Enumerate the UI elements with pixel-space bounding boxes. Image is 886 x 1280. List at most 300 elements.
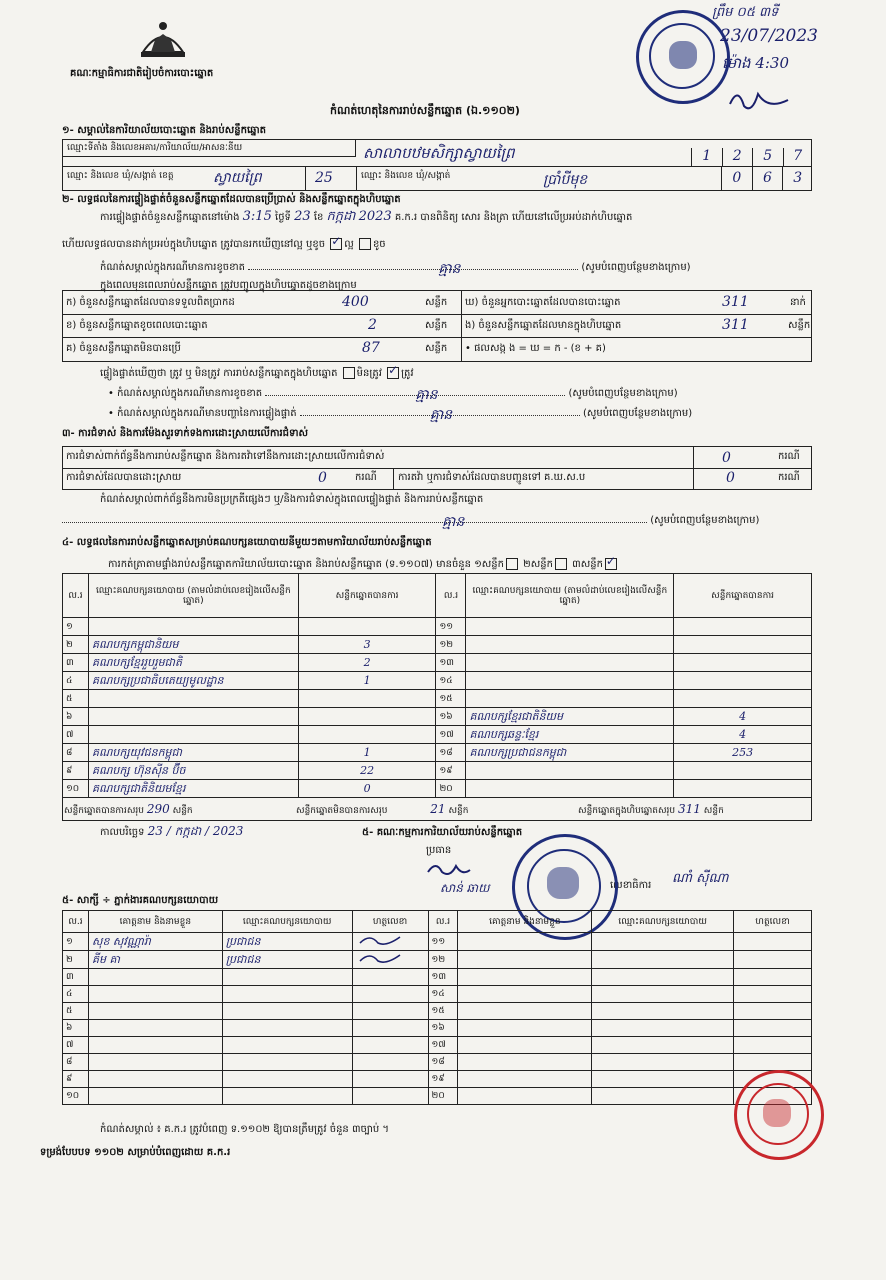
digit: 5 — [753, 148, 784, 166]
col-votes: សន្លឹកឆ្នោតបានការ — [298, 574, 436, 618]
table-row — [63, 1088, 812, 1105]
witness-name — [458, 969, 592, 986]
row-number: ២ — [63, 636, 89, 654]
s1-row1-value: សាលាបឋមសិក្សាស្វាយព្រៃ — [363, 144, 515, 162]
ok-checkbox[interactable] — [387, 367, 399, 379]
row-number: ៩ — [63, 1071, 89, 1088]
row-number: ១ — [63, 618, 89, 636]
row-number: ១៦ — [436, 708, 466, 726]
witness-name — [88, 969, 222, 986]
ok-label: ត្រូវ — [401, 368, 414, 379]
opt2-label: ២សន្លឹក — [523, 559, 553, 570]
total-valid-label: សន្លឹកឆ្នោតបានការសរុប — [64, 806, 144, 816]
row-number: ១២ — [436, 636, 466, 654]
s2-bullet1-label: • កំណត់សម្គាល់ក្នុងករណីមានការខូចខាត — [108, 388, 263, 399]
party-name — [466, 618, 674, 636]
col-party: ឈ្មោះគណបក្សនយោបាយ (តាមលំដាប់លេខរៀងលើសន្លឹកឆ្នោត) — [466, 574, 674, 618]
vote-count: 3 — [298, 636, 436, 654]
row-number: ១៩ — [428, 1071, 458, 1088]
row-number: ២០ — [428, 1088, 458, 1105]
table-row — [63, 933, 812, 951]
row-number: ៣ — [63, 969, 89, 986]
s2-bullet1-field — [265, 387, 565, 403]
party-name: គណបក្សខ្មែរជាតិនិយម — [466, 708, 674, 726]
party-name: គណបក្សយុវជនកម្ពុជា — [88, 744, 298, 762]
party-name: គណបក្សឆន្ទៈខ្មែរ — [466, 726, 674, 744]
witness-name — [88, 1054, 222, 1071]
witness-party — [592, 1054, 734, 1071]
date-label: កាលបរិច្ឆេទ — [100, 827, 145, 838]
witness-name — [88, 1088, 222, 1105]
table-row — [63, 636, 812, 654]
s3-r2-value: 0 — [318, 470, 327, 486]
vote-count: 2 — [298, 654, 436, 672]
witness-party — [222, 1088, 352, 1105]
party-name — [88, 690, 298, 708]
party-name — [466, 636, 674, 654]
witness-name — [458, 933, 592, 951]
witness-signature — [734, 1037, 812, 1054]
party-name — [466, 762, 674, 780]
witness-name — [458, 1003, 592, 1020]
witness-party — [592, 969, 734, 986]
row-number: ១១ — [428, 933, 458, 951]
table-row — [63, 1003, 812, 1020]
s2-bullet2-tail: (សូមបំពេញបន្ថែមខាងក្រោម) — [583, 408, 693, 419]
witness-signature — [734, 1003, 812, 1020]
s4-header-row — [63, 574, 812, 618]
witness-name — [458, 1037, 592, 1054]
s1-row2-label2: ឈ្មោះ និងលេខ ឃុំ/សង្កាត់ — [361, 171, 451, 181]
s2-month-label: ខែ — [313, 212, 324, 223]
good-checkbox[interactable] — [330, 238, 342, 250]
row-number: ២០ — [436, 780, 466, 798]
s5-witness-table — [62, 910, 812, 1105]
row-number: ២ — [63, 951, 89, 969]
vote-count: 0 — [298, 780, 436, 798]
s2-bullet2 — [108, 407, 808, 423]
s2-check-text: ផ្ទៀងផ្ទាត់ឃើញថា ត្រូវ ឬ មិនត្រូវ ការរាប់សន្លឹកឆ្នោតក្នុងហិបឆ្នោត — [100, 368, 338, 379]
witness-name: សុខ សុវណ្ណារ៉ា — [88, 933, 222, 951]
s3-note: កំណត់សម្គាល់ពាក់ព័ន្ធនឹងការមិនប្រក្រតីផ្សេងៗ ឬ/និងការជំទាស់ក្នុងពេលផ្ទៀងផ្ទាត់ និងការរាប់សន្លឹកឆ្នោត — [100, 494, 484, 505]
witness-party — [592, 1037, 734, 1054]
s2-line2 — [62, 238, 386, 251]
s2-note1 — [100, 261, 810, 277]
good-label: ល្អ — [344, 239, 354, 250]
total-valid-value: 290 — [146, 802, 170, 816]
col-name: គោត្តនាម និងនាមខ្លួន — [88, 911, 222, 933]
digit: 2 — [723, 148, 754, 166]
vote-count — [298, 618, 436, 636]
total-invalid-label: សន្លឹកឆ្នោតមិនបានការសរុប — [296, 806, 388, 816]
table-row — [63, 969, 812, 986]
s2-row-d-label: ឃ) ចំនួនអ្នកបោះឆ្នោតដែលបានបោះឆ្នោត — [465, 297, 621, 308]
chair-name: សាន់ ឆាយ — [440, 881, 490, 895]
s3-r2-unit2: ករណី — [778, 472, 800, 483]
witness-party — [592, 951, 734, 969]
opt3-checkbox[interactable] — [605, 558, 617, 570]
vote-count — [674, 690, 812, 708]
s3-note-value: គ្មាន — [442, 514, 465, 530]
s2-row-b-label: ខ) ចំនួនសន្លឹកឆ្នោតខូចពេលបោះឆ្នោត — [66, 320, 208, 331]
total-valid-unit: សន្លឹក — [172, 806, 193, 816]
witness-party — [222, 986, 352, 1003]
s2-note1-label: កំណត់សម្គាល់ក្នុងករណីមានការខូចខាត — [100, 262, 246, 273]
s4-total-valid — [64, 803, 193, 817]
s2-month: កក្កដា — [326, 209, 356, 224]
vote-count: 22 — [298, 762, 436, 780]
s5-footer2: ទម្រង់បែបបទ ១១០២ សម្រាប់បំពេញដោយ គ.ក.រ — [40, 1147, 231, 1158]
row-number: ១០ — [63, 780, 89, 798]
s2-row-c-unit: សន្លឹក — [425, 343, 448, 354]
total-invalid-value: 21 — [430, 802, 446, 816]
witness-signature — [734, 986, 812, 1003]
vote-count — [674, 636, 812, 654]
table-row — [63, 618, 812, 636]
secretary-name: ណាំ ស៊ីណា — [672, 871, 729, 886]
party-name — [466, 690, 674, 708]
witness-party — [592, 1020, 734, 1037]
s3-r2-value2: 0 — [726, 470, 735, 486]
s3-r1-unit: ករណី — [778, 451, 800, 462]
witness-signature — [734, 951, 812, 969]
row-number: ៩ — [63, 762, 89, 780]
row-number: ១៤ — [436, 672, 466, 690]
witness-party — [222, 969, 352, 986]
bad-checkbox[interactable] — [359, 238, 371, 250]
row-number: ១២ — [428, 951, 458, 969]
witness-name — [458, 986, 592, 1003]
witness-name — [88, 986, 222, 1003]
row-number: ៥ — [63, 690, 89, 708]
party-name — [466, 780, 674, 798]
row-number: ១៣ — [436, 654, 466, 672]
witness-signature — [352, 1071, 428, 1088]
table-row — [63, 690, 812, 708]
vote-count — [298, 708, 436, 726]
s4-total-invalid — [296, 803, 468, 817]
s2-year: 2023 — [358, 209, 392, 224]
table-row — [63, 744, 812, 762]
party-name: គណបក្ស ហ៊ុនស៊ីន ប៊ីច — [88, 762, 298, 780]
witness-signature — [352, 933, 428, 951]
handwritten-date: 23/07/2023 — [720, 26, 818, 46]
row-number: ១៣ — [428, 969, 458, 986]
witness-name — [88, 1071, 222, 1088]
s2-line1 — [100, 211, 632, 224]
witness-signature — [352, 951, 428, 969]
witness-party — [592, 1071, 734, 1088]
party-name: គណបក្សកម្ពុជានិយម — [88, 636, 298, 654]
s2-formula: • ផលសង្ក ង = ឃ = ក - (ខ + គ) — [465, 343, 606, 354]
witness-signature — [352, 1020, 428, 1037]
s2-row-d-unit: នាក់ — [790, 297, 806, 308]
digit: 6 — [753, 166, 784, 190]
vote-count — [298, 726, 436, 744]
party-name: គណបក្សខ្មែររួបរួមជាតិ — [88, 654, 298, 672]
s5-heading: ៥- សាក្សី ÷ ភ្នាក់ងារគណបក្សនយោបាយ — [62, 895, 219, 906]
witness-signature — [734, 933, 812, 951]
witness-party — [222, 1020, 352, 1037]
col-party: ឈ្មោះគណបក្សនយោបាយ — [592, 911, 734, 933]
vote-count — [674, 672, 812, 690]
col-party: ឈ្មោះគណបក្សនយោបាយ (តាមលំដាប់លេខរៀងលើសន្លឹកឆ្នោត) — [88, 574, 298, 618]
s2-line1-label: ការផ្ទៀងផ្ទាត់ចំនួនសន្លឹកឆ្នោតនៅម៉ោង — [100, 212, 240, 223]
witness-party — [222, 1071, 352, 1088]
chair-signature — [424, 858, 474, 880]
party-name — [88, 618, 298, 636]
chair-label: ប្រធាន — [426, 845, 452, 856]
s3-heading: ៣- ការជំទាស់ និងការម៉ែងសួរទាក់ទងការដោះស្រាយលើការជំទាស់ — [62, 428, 309, 439]
row-number: ១៧ — [428, 1037, 458, 1054]
s2-row-c-label: គ) ចំនួនសន្លឹកឆ្នោតមិនបានប្រើ — [66, 343, 181, 354]
col-no: ល.រ — [63, 574, 89, 618]
row-number: ១៩ — [436, 762, 466, 780]
witness-party — [222, 1054, 352, 1071]
s4-results-table — [62, 573, 812, 798]
witness-party — [222, 1003, 352, 1020]
opt3-label: ៣សន្លឹក — [572, 559, 603, 570]
row-number: ៧ — [63, 1037, 89, 1054]
digit: 0 — [722, 166, 753, 190]
s2-note1-value: គ្មាន — [438, 261, 461, 277]
row-number: ១៦ — [428, 1020, 458, 1037]
s5-footer1: កំណត់សម្គាល់ ៖ គ.ក.រ ត្រូវបំពេញ ទ.១១០២ ឱ្យបានត្រឹមត្រូវ ចំនួន ៣ច្បាប់ ។ — [100, 1124, 389, 1135]
vote-count — [674, 780, 812, 798]
s2-heading: ២- លទ្ធផលនៃការផ្ទៀងផ្ទាត់ចំនួនសន្លឹកឆ្នោតដែលបានប្រើប្រាស់ និងសន្លឹកឆ្នោតក្នុងហិបឆ្នោត — [62, 194, 401, 205]
witness-party — [222, 1037, 352, 1054]
table-row — [63, 1071, 812, 1088]
vote-count: 4 — [674, 708, 812, 726]
table-row — [63, 1037, 812, 1054]
witness-signature — [352, 986, 428, 1003]
vote-count — [674, 618, 812, 636]
form-title: កំណត់ហេតុនៃការរាប់សន្លឹកឆ្នោត (ឯ.១១០២) — [330, 104, 520, 117]
vote-count — [674, 654, 812, 672]
vote-count: 253 — [674, 744, 812, 762]
s4-heading: ៤- លទ្ធផលនៃការរាប់សន្លឹកឆ្នោតសម្រាប់គណបក្សនយោបាយនីមួយៗតាមការិយាល័យរាប់សន្លឹកឆ្នោត — [62, 537, 432, 548]
date-value: 23 / កក្កដា / 2023 — [147, 824, 244, 838]
s2-row-e-label: ង) ចំនួនសន្លឹកឆ្នោតដែលមានក្នុងហិបឆ្នោត — [465, 320, 622, 331]
s3-note-tail: (សូមបំពេញបន្ថែមខាងក្រោម) — [650, 515, 760, 526]
row-number: ១៤ — [428, 986, 458, 1003]
vote-count: 4 — [674, 726, 812, 744]
party-name — [88, 726, 298, 744]
witness-name — [458, 1054, 592, 1071]
witness-party: ប្រជាជន — [222, 933, 352, 951]
s4-date — [100, 825, 243, 839]
table-row — [63, 780, 812, 798]
col-no: ល.រ — [428, 911, 458, 933]
s2-row-a-unit: សន្លឹក — [425, 297, 448, 308]
s3-note-field — [62, 514, 647, 530]
row-number: ៨ — [63, 1054, 89, 1071]
org-name: គណៈកម្មាធិការជាតិរៀបចំការបោះឆ្នោត — [70, 68, 214, 79]
s2-time: 3:15 — [242, 209, 272, 224]
table-row — [63, 672, 812, 690]
nok-checkbox[interactable] — [343, 367, 355, 379]
s1-row2-value2: ប្រាំបីមុខ — [543, 172, 588, 188]
s1-row1-digits — [691, 148, 812, 166]
witness-signature — [352, 969, 428, 986]
digit: 1 — [692, 148, 723, 166]
witness-signature — [352, 1003, 428, 1020]
s2-day: 23 — [294, 209, 311, 224]
bad-label: ខូច — [372, 239, 386, 250]
witness-name — [88, 1003, 222, 1020]
party-name — [88, 708, 298, 726]
s2-note1-field — [248, 261, 578, 277]
col-no: ល.រ — [63, 911, 89, 933]
witness-signature — [734, 1054, 812, 1071]
s2-check-line — [100, 367, 414, 380]
s2-row-b-unit: សន្លឹក — [425, 320, 448, 331]
vote-count — [298, 690, 436, 708]
row-number: ៧ — [63, 726, 89, 744]
witness-party — [592, 1003, 734, 1020]
witness-name: គីម គា — [88, 951, 222, 969]
s2-row-d-value: 311 — [722, 294, 749, 310]
s2-row-a-label: ក) ចំនួនសន្លឹកឆ្នោតដែលបានទទួលពិតប្រាកដ — [66, 297, 235, 308]
row-number: ៦ — [63, 708, 89, 726]
witness-signature — [734, 1020, 812, 1037]
total-box-value: 311 — [678, 802, 701, 816]
s2-row-c-value: 87 — [362, 340, 380, 356]
row-number: ១០ — [63, 1088, 89, 1105]
party-name: គណបក្សប្រជាធិបតេយ្យមូលដ្ឋាន — [88, 672, 298, 690]
row-number: ១ — [63, 933, 89, 951]
col-party: ឈ្មោះគណបក្សនយោបាយ — [222, 911, 352, 933]
s3-r2-mid: ការតវ៉ា ឬការជំទាស់ដែលបានបញ្ជូនទៅ គ.ឃ.ស.ប — [398, 472, 586, 483]
col-no: ល.រ — [436, 574, 466, 618]
s2-bullet1 — [108, 387, 808, 403]
s1-province-code: 25 — [315, 170, 333, 186]
party-name: គណបក្សជាតិនិយមខ្មែរ — [88, 780, 298, 798]
s1-row2-value: ស្វាយព្រៃ — [213, 170, 262, 186]
official-stamp-red — [734, 1070, 824, 1160]
s2-note1-tail: (សូមបំពេញបន្ថែមខាងក្រោម) — [581, 262, 691, 273]
row-number: ៥ — [63, 1003, 89, 1020]
digit: 7 — [793, 148, 803, 164]
s1-box — [62, 139, 812, 191]
nec-logo — [133, 14, 193, 64]
s3-r1-label: ការជំទាស់ពាក់ព័ន្ធនឹងការរាប់សន្លឹកឆ្នោត និងការតវ៉ាទៅនឹងការដោះស្រាយលើការជំទាស់ — [66, 451, 385, 462]
nok-label: មិនត្រូវ — [356, 368, 382, 379]
party-name — [466, 654, 674, 672]
digit: 3 — [793, 170, 803, 186]
s2-bullet2-value: គ្មាន — [429, 407, 453, 423]
witness-party — [592, 1088, 734, 1105]
witness-name — [458, 1088, 592, 1105]
s2-line2-text: ហើយលទ្ធផលបានដាក់ប្រអប់ក្នុងហិបឆ្នោត ត្រូវបានរកឃើញនៅល្អ ឬខូច — [62, 239, 326, 250]
table-row — [63, 1020, 812, 1037]
vote-count: 1 — [298, 672, 436, 690]
s2-bullet1-tail: (សូមបំពេញបន្ថែមខាងក្រោម) — [568, 388, 678, 399]
signature-top — [728, 84, 798, 112]
handwritten-note-1: ព្រឹម ០៥ ៣ទី — [712, 5, 779, 20]
s2-bullet1-value: គ្មាន — [415, 387, 438, 403]
row-number: ៦ — [63, 1020, 89, 1037]
table-row — [63, 986, 812, 1003]
s4-sub-text: ការកត់ត្រាតាមផ្ទាំងរាប់សន្លឹកឆ្នោតការិយាល័យបោះឆ្នោត និងរាប់សន្លឹកឆ្នោត (ទ.១១០៧) មានចំនួន — [108, 559, 471, 570]
total-invalid-unit: សន្លឹក — [448, 806, 469, 816]
s2-row-a-value: 400 — [342, 294, 369, 310]
row-number: ១៥ — [428, 1003, 458, 1020]
table-row — [63, 1054, 812, 1071]
witness-name — [458, 1020, 592, 1037]
s2-row-e-unit: សន្លឹក — [788, 320, 811, 331]
s2-note2: ក្នុងពេលមុនពេលរាប់សន្លឹកឆ្នោត ត្រូវបញ្ចូលក្នុងហិបឆ្នោតដូចខាងក្រោម — [100, 280, 357, 291]
witness-signature — [734, 969, 812, 986]
s1-row2-label: ឈ្មោះ និងលេខ ឃុំ/សង្កាត់ ខេត្ត — [67, 171, 174, 181]
s3-r2-label: ការជំទាស់ដែលបានដោះស្រាយ — [66, 472, 182, 483]
row-number: ១៨ — [436, 744, 466, 762]
witness-name — [458, 951, 592, 969]
s2-bullet2-label: • កំណត់សម្គាល់ក្នុងករណីមានបញ្ហានៃការផ្ទៀងផ្ទាត់ — [108, 408, 297, 419]
row-number: ៨ — [63, 744, 89, 762]
s1-heading: ១- សម្គាល់នៃការិយាល័យបោះឆ្នោត និងរាប់សន្លឹកឆ្នោត — [62, 125, 266, 136]
row-number: ៤ — [63, 672, 89, 690]
total-box-unit: សន្លឹក — [703, 806, 724, 816]
s2-line1-tail: គ.ក.រ បានពិនិត្យ សោរ និងត្រា ហើយនៅលើប្រអប់ដាក់ហិបឆ្នោត — [394, 212, 633, 223]
s2-row-b-value: 2 — [368, 317, 377, 333]
witness-party — [592, 933, 734, 951]
official-stamp-top — [636, 10, 730, 104]
witness-signature — [352, 1037, 428, 1054]
table-row — [63, 726, 812, 744]
s2-row-e-value: 311 — [722, 317, 749, 333]
witness-name — [88, 1037, 222, 1054]
handwritten-time: ម៉ោង 4:30 — [722, 54, 790, 72]
party-name — [466, 672, 674, 690]
table-row — [63, 762, 812, 780]
witness-name — [458, 1071, 592, 1088]
witness-party: ប្រជាជន — [222, 951, 352, 969]
party-name: គណបក្សប្រជាជនកម្ពុជា — [466, 744, 674, 762]
witness-signature — [352, 1054, 428, 1071]
row-number: ១៥ — [436, 690, 466, 708]
col-sign: ហត្ថលេខា — [734, 911, 812, 933]
col-sign: ហត្ថលេខា — [352, 911, 428, 933]
opt1-checkbox[interactable] — [506, 558, 518, 570]
opt1-label: ១សន្លឹក — [474, 559, 504, 570]
table-row — [63, 654, 812, 672]
s1-row1-label: ឈ្មោះទីតាំង និងលេខអគារ/ការិយាល័យ/អាសនៈនីយ — [67, 143, 243, 153]
vote-count — [674, 762, 812, 780]
vote-count: 1 — [298, 744, 436, 762]
row-number: ១១ — [436, 618, 466, 636]
witness-name — [88, 1020, 222, 1037]
s3-r2-unit: ករណី — [355, 472, 377, 483]
row-number: ១៧ — [436, 726, 466, 744]
s1-row2-digits — [721, 166, 812, 190]
opt2-checkbox[interactable] — [555, 558, 567, 570]
witness-signature — [352, 1088, 428, 1105]
s4-total-box — [578, 803, 724, 817]
table-row — [63, 708, 812, 726]
s5-header-row — [63, 911, 812, 933]
s4-committee: ៥- គណៈកម្មការការិយាល័យរាប់សន្លឹកឆ្នោត — [362, 827, 523, 838]
s2-day-label: ថ្ងៃទី — [275, 212, 291, 223]
row-number: ៤ — [63, 986, 89, 1003]
witness-party — [592, 986, 734, 1003]
row-number: ៣ — [63, 654, 89, 672]
s3-note-line — [62, 514, 812, 530]
s3-r1-value: 0 — [722, 450, 731, 466]
s4-sub — [108, 558, 619, 571]
col-name: គោត្តនាម និងនាមខ្លួន — [458, 911, 592, 933]
table-row — [63, 951, 812, 969]
